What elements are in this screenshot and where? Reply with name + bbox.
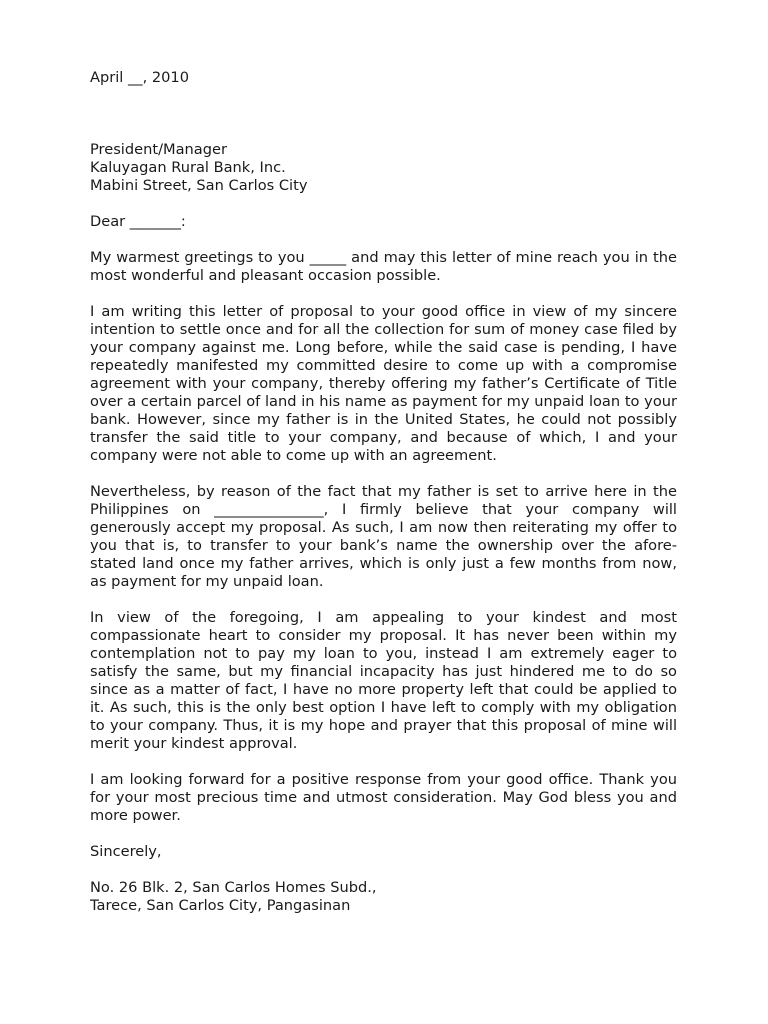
- recipient-street: Mabini Street, San Carlos City: [90, 177, 308, 194]
- recipient-title: President/Manager: [90, 141, 227, 158]
- paragraph-appeal: In view of the foregoing, I am appealing to your kindest and most compassionate heart to consider my proposal. It has never been within my contemplation not to pay my loan to you, instead I am extremely eager to satisfy the same, but my financial incapacity has just hindered me to do so since as a matter of fact, I have no more property left that could be applied to it. As such, this is the only best option I have left to comply with my obligation to your company. Thus, it is my hope and prayer that this proposal of mine will merit your kindest approval.: [90, 609, 677, 752]
- sender-address-line-2: Tarece, San Carlos City, Pangasinan: [90, 897, 351, 914]
- paragraph-thanks: I am looking forward for a positive response from your good office. Thank you for your most precious time and utmost consideration. May God bless you and more power.: [90, 771, 677, 824]
- paragraph-offer: Nevertheless, by reason of the fact that my father is set to arrive here in the Philippines on _______________, I firmly believe that your company will generously accept my proposal. As such, I am now then reiterating my offer to you that is, to transfer to your bank’s name the ownership over the afore-stated land once my father arrives, which is only just a few months from now, as payment for my unpaid loan.: [90, 483, 677, 590]
- recipient-company: Kaluyagan Rural Bank, Inc.: [90, 159, 286, 176]
- recipient-address: [90, 141, 677, 195]
- closing: Sincerely,: [90, 843, 162, 860]
- letter-body: [90, 69, 677, 915]
- sender-address: [90, 879, 677, 915]
- letter-date: April __, 2010: [90, 69, 190, 86]
- paragraph-proposal: I am writing this letter of proposal to your good office in view of my sincere intention to settle once and for all the collection for sum of money case filed by your company against me. Long before, while the said case is pending, I have repeatedly manifested my committed desire to come up with a compromise agreement with your company, thereby offering my father’s Certificate of Title over a certain parcel of land in his name as payment for my unpaid loan to your bank. However, since my father is in the United States, he could not possibly transfer the said title to your company, and because of which, I and your company were not able to come up with an agreement.: [90, 303, 677, 464]
- paragraph-greeting: My warmest greetings to you _____ and may this letter of mine reach you in the most wonderful and pleasant occasion possible.: [90, 249, 677, 284]
- salutation: Dear _______:: [90, 213, 186, 230]
- sender-address-line-1: No. 26 Blk. 2, San Carlos Homes Subd.,: [90, 879, 377, 896]
